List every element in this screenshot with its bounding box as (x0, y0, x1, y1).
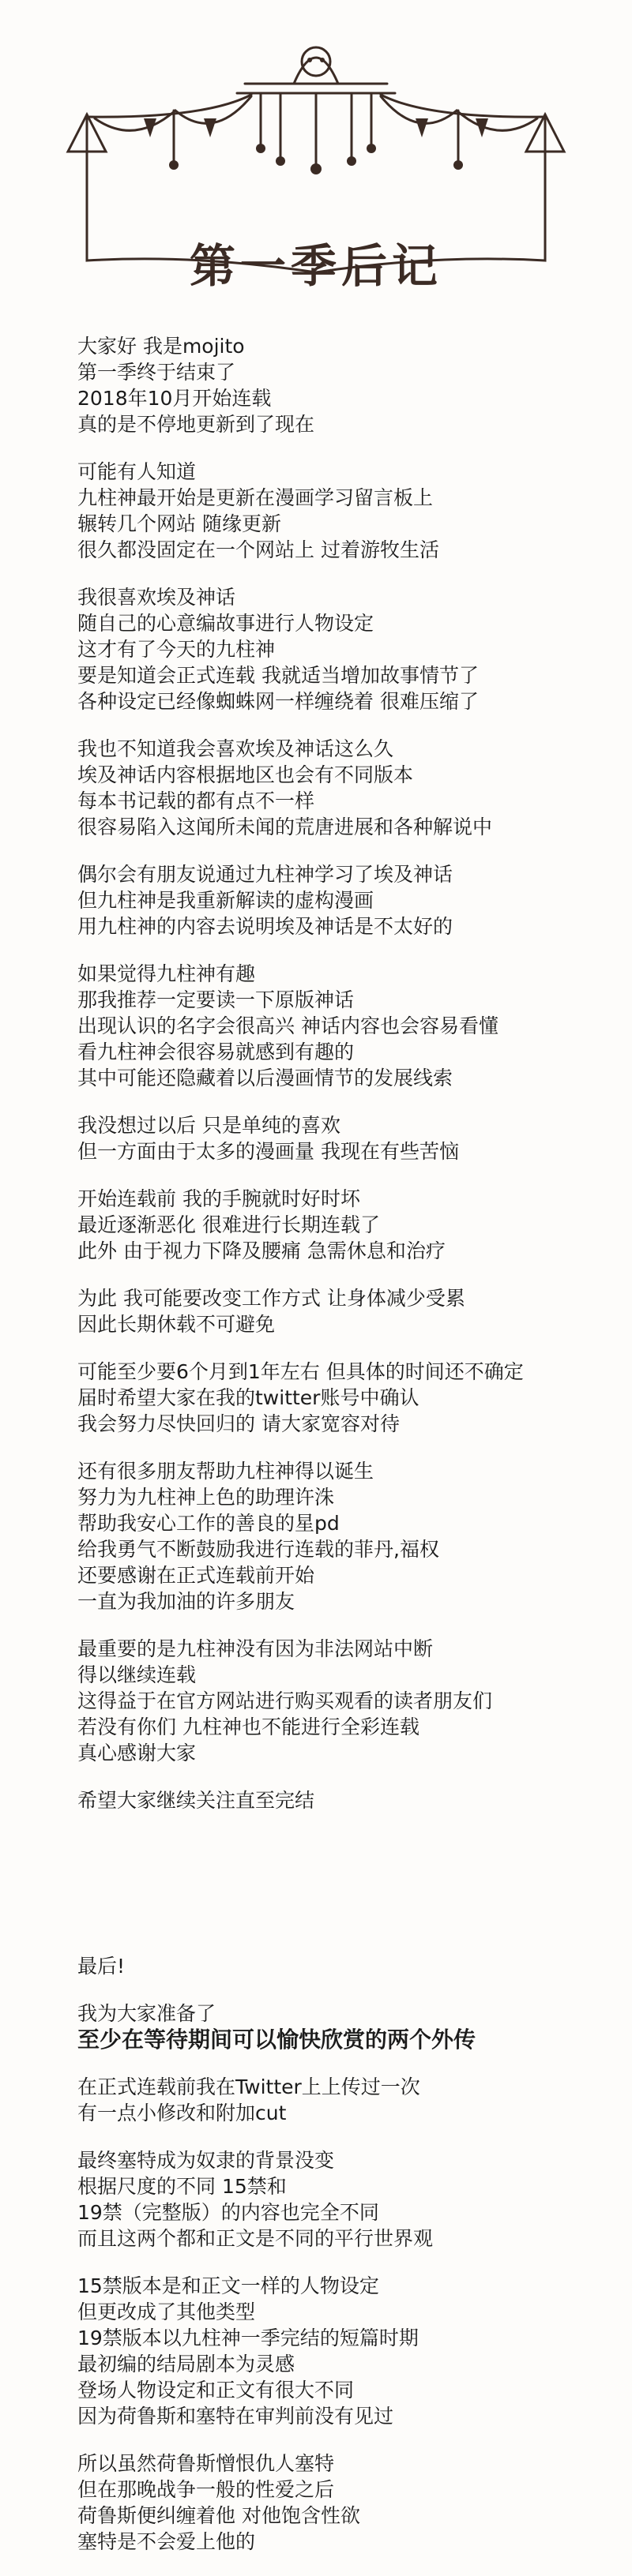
paragraph (77, 1285, 623, 1337)
text-line: 而且这两个都和正文是不同的平行世界观 (77, 2227, 434, 2250)
text-line: 我会努力尽快回归的 请大家宽容对待 (77, 1412, 400, 1435)
paragraph (77, 2273, 623, 2429)
text-line: 那我推荐一定要读一下原版神话 (77, 988, 355, 1011)
text-line: 看九柱神会很容易就感到有趣的 (77, 1041, 355, 1063)
text-line: 给我勇气不断鼓励我进行连载的菲丹,福权 (77, 1538, 439, 1561)
text-line: 荷鲁斯便纠缠着他 对他饱含性欲 (77, 2504, 360, 2527)
text-line: 15禁版本是和正文一样的人物设定 (77, 2274, 379, 2297)
text-line: 努力为九柱神上色的助理许洙 (77, 1486, 335, 1509)
page-title: 第一季后记 (189, 239, 442, 293)
text-line: 还有很多朋友帮助九柱神得以诞生 (77, 1460, 374, 1483)
text-line: 所以虽然荷鲁斯憎恨仇人塞特 (77, 2452, 335, 2475)
paragraph (77, 584, 623, 714)
text-line: 最近逐渐恶化 很难进行长期连载了 (77, 1213, 380, 1236)
text-line: 很久都没固定在一个网站上 过着游牧生活 (77, 538, 439, 561)
text-line: 但在那晚战争一般的性爱之后 (77, 2478, 335, 2501)
text-line: 为此 我可能要改变工作方式 让身体减少受累 (77, 1287, 465, 1310)
text-line: 有一点小修改和附加cut (77, 2102, 287, 2124)
text-line: 我很喜欢埃及神话 (77, 586, 236, 609)
extras-paragraphs (77, 2000, 623, 2555)
text-line: 辗转几个网站 随缘更新 (77, 512, 281, 535)
text-line: 开始连载前 我的手腕就时好时坏 (77, 1187, 360, 1210)
paragraph (77, 961, 623, 1091)
emphasized-line: 至少在等待期间可以愉快欣赏的两个外传 (77, 2027, 476, 2053)
paragraph (77, 736, 623, 840)
text-line: 随自己的心意编故事进行人物设定 (77, 612, 374, 635)
closing-label: 最后! (77, 1955, 126, 1978)
text-line: 各种设定已经像蜘蛛网一样缠绕着 很难压缩了 (77, 690, 479, 713)
text-line: 偶尔会有朋友说通过九柱神学习了埃及神话 (77, 863, 453, 886)
text-line: 我也不知道我会喜欢埃及神话这么久 (77, 737, 394, 760)
text-line: 但一方面由于太多的漫画量 我现在有些苦恼 (77, 1140, 459, 1163)
text-line: 但九柱神是我重新解读的虚构漫画 (77, 889, 374, 912)
text-line: 登场人物设定和正文有很大不同 (77, 2379, 355, 2402)
text-line: 这才有了今天的九柱神 (77, 638, 276, 661)
text-line: 真心感谢大家 (77, 1742, 197, 1764)
text-line: 用九柱神的内容去说明埃及神话是不太好的 (77, 915, 453, 938)
afterword-paragraphs (77, 333, 623, 1813)
text-line: 还要感谢在正式连载前开始 (77, 1564, 315, 1587)
text-line: 每本书记载的都有点不一样 (77, 789, 315, 812)
text-line: 出现认识的名字会很高兴 神话内容也会容易看懂 (77, 1014, 498, 1037)
text-line: 一直为我加油的许多朋友 (77, 1590, 295, 1613)
text-line: 希望大家继续关注直至完结 (77, 1789, 315, 1812)
text-line: 如果觉得九柱神有趣 (77, 962, 256, 985)
paragraph (77, 1636, 623, 1766)
paragraph (77, 1359, 623, 1437)
text-line: 因为荷鲁斯和塞特在审判前没有见过 (77, 2405, 394, 2428)
text-line: 此外 由于视力下降及腰痛 急需休息和治疗 (77, 1239, 446, 1262)
text-line: 可能有人知道 (77, 460, 197, 483)
paragraph (77, 333, 623, 437)
text-line: 大家好 我是mojito (77, 335, 245, 358)
text-line: 19禁版本以九柱神一季完结的短篇时期 (77, 2327, 419, 2349)
text-line: 可能至少要6个月到1年左右 但具体的时间还不确定 (77, 1360, 524, 1383)
paragraph (77, 459, 623, 563)
text-line: 真的是不停地更新到了现在 (77, 413, 315, 436)
text-line: 很容易陷入这闻所未闻的荒唐进展和各种解说中 (77, 816, 493, 838)
text-line: 届时希望大家在我的twitter账号中确认 (77, 1386, 419, 1409)
text-line: 我没想过以后 只是单纯的喜欢 (77, 1114, 340, 1137)
text-line: 第一季终于结束了 (77, 361, 236, 384)
paragraph (77, 2147, 623, 2252)
text-line: 根据尺度的不同 15禁和 (77, 2175, 287, 2198)
text-line: 最终塞特成为奴隶的背景没变 (77, 2149, 335, 2172)
paragraph (77, 2000, 623, 2053)
text-line: 在正式连载前我在Twitter上上传过一次 (77, 2075, 420, 2098)
text-line: 但更改成了其他类型 (77, 2300, 256, 2323)
text-line: 2018年10月开始连载 (77, 387, 272, 410)
text-line: 19禁（完整版）的内容也完全不同 (77, 2201, 379, 2224)
paragraph (77, 1112, 623, 1164)
text-line: 得以继续连载 (77, 1663, 197, 1686)
text-line: 埃及神话内容根据地区也会有不同版本 (77, 763, 414, 786)
afterword-body (77, 333, 623, 2576)
paragraph (77, 861, 623, 939)
text-line: 九柱神最开始是更新在漫画学习留言板上 (77, 486, 434, 509)
text-line: 若没有你们 九柱神也不能进行全彩连载 (77, 1715, 419, 1738)
section-spacer (77, 1835, 623, 1953)
paragraph (77, 2450, 623, 2555)
text-line: 这得益于在官方网站进行购买观看的读者朋友们 (77, 1689, 493, 1712)
text-line: 塞特是不会爱上他的 (77, 2530, 256, 2553)
text-line: 我为大家准备了 (77, 2002, 216, 2025)
paragraph (77, 2074, 623, 2126)
text-line: 最初编的结局剧本为灵感 (77, 2353, 295, 2375)
paragraph (77, 1458, 623, 1614)
text-line: 最重要的是九柱神没有因为非法网站中断 (77, 1637, 434, 1660)
text-line: 要是知道会正式连载 我就适当增加故事情节了 (77, 664, 479, 687)
text-line: 因此长期休载不可避免 (77, 1313, 276, 1336)
text-line: 其中可能还隐藏着以后漫画情节的发展线索 (77, 1067, 453, 1089)
text-line: 帮助我安心工作的善良的星pd (77, 1512, 340, 1535)
paragraph (77, 1186, 623, 1264)
paragraph (77, 1787, 623, 1813)
closing-label-block (77, 1953, 623, 1979)
